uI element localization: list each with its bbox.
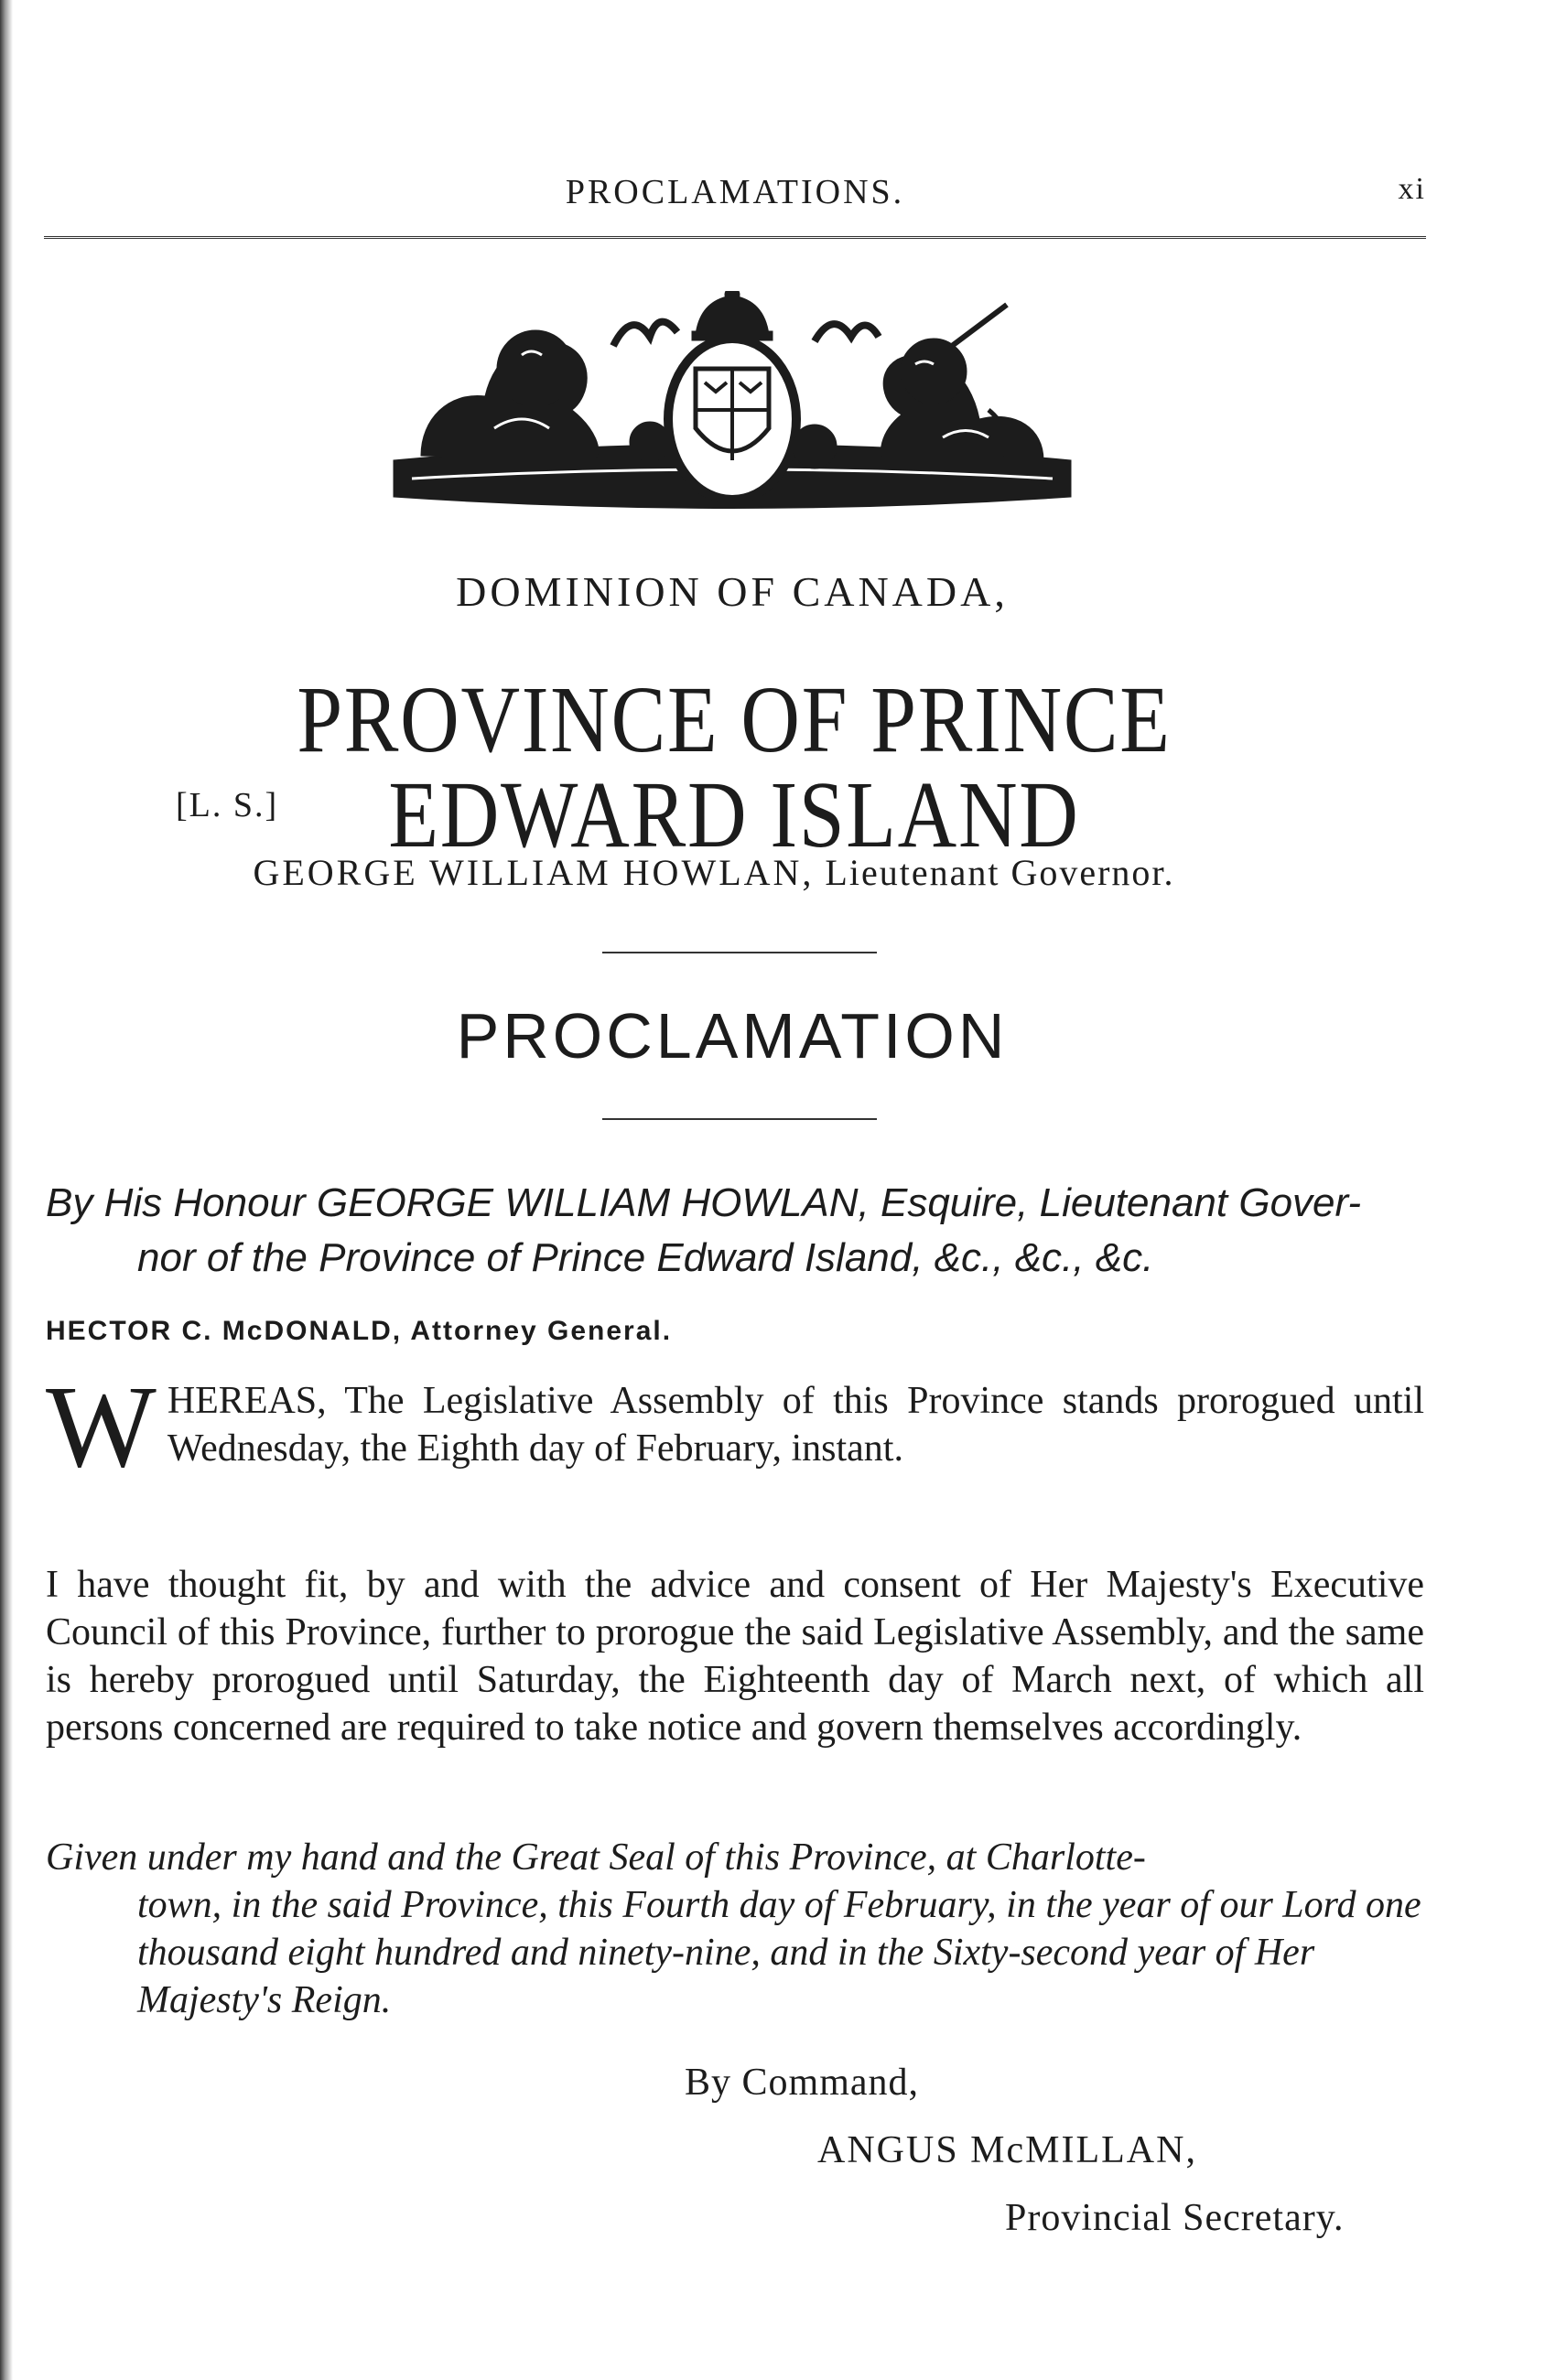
rule-below-title — [602, 1118, 877, 1120]
signer-title: Provincial Secretary. — [1005, 2197, 1345, 2239]
province-heading: PROVINCE OF PRINCE EDWARD ISLAND — [297, 667, 1172, 867]
running-head — [44, 172, 1426, 209]
governor-name: GEORGE WILLIAM HOWLAN, — [253, 852, 815, 893]
prorogue-paragraph: I have thought fit, by and with the advice and consent of Her Majesty's Executive Council of this Province, further to prorogue the said Legislative Assembly, and the same is hereby prorogued until Saturday, the Eighteenth day of March next, of which all persons concerned are required to take notice and govern themselves accordingly. — [46, 1564, 1424, 1749]
royal-coat-of-arms-icon — [384, 291, 1080, 515]
given-paragraph — [46, 1834, 1424, 2024]
page-number: xi — [1398, 172, 1426, 206]
governor-title: Lieutenant Governor. — [825, 852, 1175, 893]
dominion-heading: DOMINION OF CANADA, — [456, 568, 1009, 615]
seal-mark: [L. S.] — [176, 786, 279, 824]
by-honour-line-1: By His Honour GEORGE WILLIAM HOWLAN, Esquire, Lieutenant Gover- — [46, 1180, 1362, 1225]
proclamation-title: PROCLAMATION — [456, 1000, 1009, 1072]
page-edge-shadow — [0, 0, 13, 2380]
attorney-general-line: HECTOR C. McDONALD, Attorney General. — [46, 1316, 673, 1346]
header-rule — [44, 236, 1426, 239]
by-command: By Command, — [685, 2062, 920, 2104]
given-line-1: Given under my hand and the Great Seal of this Province, at Charlotte- — [46, 1836, 1146, 1879]
running-title: PROCLAMATIONS. — [565, 173, 905, 211]
governor-line — [0, 851, 1428, 894]
by-honour-line — [46, 1176, 1428, 1286]
signer-name: ANGUS McMILLAN, — [817, 2129, 1197, 2171]
given-continuation: town, in the said Province, this Fourth day of February, in the year of our Lord one thousand eight hundred and ninety-nine, and in the Sixty-second year of Her Majesty's Reign. — [137, 1884, 1421, 2021]
rule-above-title — [602, 952, 877, 953]
drop-cap: W — [46, 1362, 157, 1492]
whereas-paragraph — [46, 1362, 1424, 1492]
whereas-text: HEREAS, The Legislative Assembly of this Province stands prorogued until Wednesday, the Eighth day of February, instant. — [167, 1380, 1424, 1470]
by-honour-line-2: nor of the Province of Prince Edward Island, &c., &c., &c. — [137, 1235, 1154, 1280]
